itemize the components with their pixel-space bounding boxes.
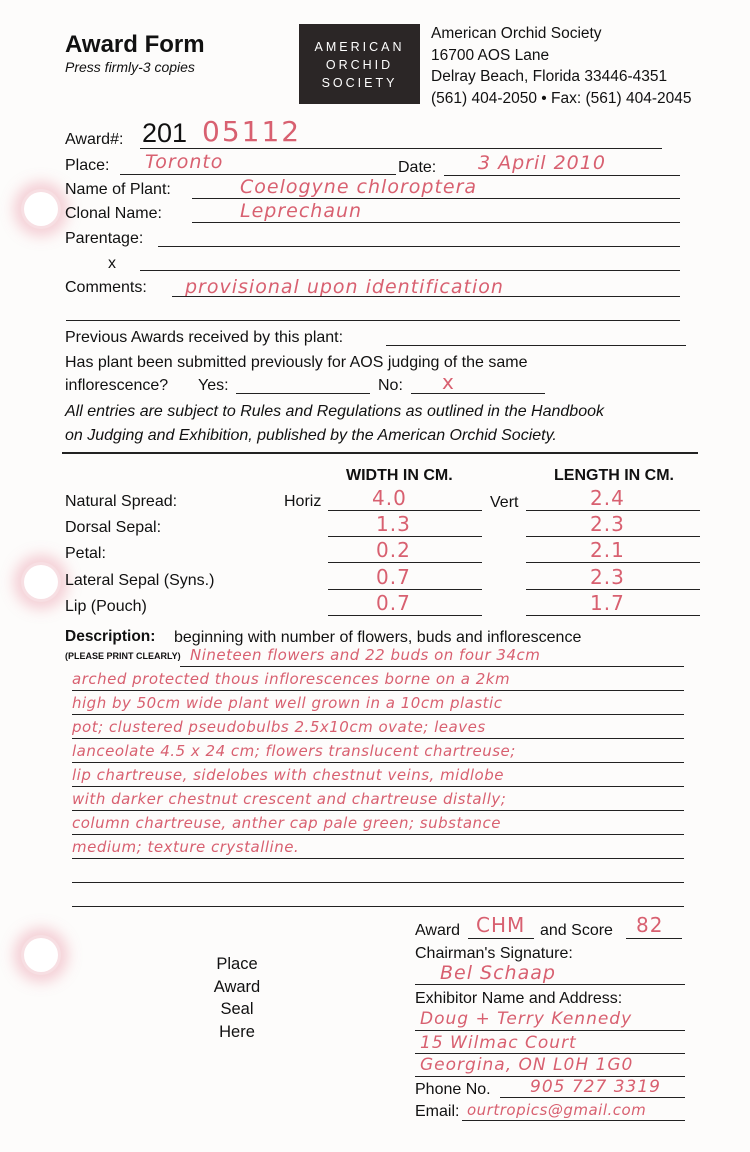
logo-line-3: SOCIETY: [321, 76, 398, 90]
description-line[interactable]: pot; clustered pseudobulbs 2.5x10cm ovate; leaves: [72, 718, 486, 736]
comments-line-2: [66, 320, 680, 321]
submitted-question-2: inflorescence?: [65, 377, 169, 394]
no-line: [411, 393, 545, 394]
measure-length-value[interactable]: 2.3: [590, 565, 625, 589]
logo-line-1: AMERICAN: [314, 40, 405, 54]
award-number-prefix: 201: [142, 118, 188, 148]
measure-length-value[interactable]: 2.4: [590, 486, 625, 510]
measure-row-label: Lateral Sepal (Syns.): [65, 572, 215, 589]
seal-line-1: Place: [216, 955, 258, 973]
phone-label: Phone No.: [415, 1081, 491, 1098]
description-line[interactable]: with darker chestnut crescent and chartreuse distally;: [72, 790, 507, 808]
place-line: [120, 174, 396, 175]
comments-label: Comments:: [65, 279, 147, 296]
place-label: Place:: [65, 157, 110, 174]
plant-name-label: Name of Plant:: [65, 181, 171, 198]
award-label: Award: [415, 922, 461, 939]
no-label: No:: [378, 377, 403, 394]
length-line: [526, 562, 700, 563]
punch-hole-bottom: [24, 938, 58, 972]
exhibitor-line-2: [415, 1053, 685, 1054]
form-subtitle: Press firmly-3 copies: [65, 59, 195, 75]
award-value[interactable]: CHM: [476, 913, 526, 937]
length-header: LENGTH IN CM.: [554, 467, 674, 484]
description-line[interactable]: lanceolate 4.5 x 24 cm; flowers translucent chartreuse;: [72, 742, 516, 760]
clonal-name-line: [192, 222, 680, 223]
seal-line-3: Seal: [220, 1000, 254, 1018]
clonal-name-value[interactable]: Leprechaun: [240, 200, 363, 222]
measure-length-value[interactable]: 2.1: [590, 538, 625, 562]
logo-line-2: ORCHID: [325, 58, 394, 72]
parentage-line-1: [158, 246, 680, 247]
award-number-line: [140, 148, 662, 149]
description-rule: [72, 882, 684, 883]
width-line: [328, 589, 482, 590]
exhibitor-city[interactable]: Georgina, ON L0H 1G0: [420, 1055, 634, 1075]
width-line: [328, 562, 482, 563]
description-line[interactable]: Nineteen flowers and 22 buds on four 34cm: [190, 646, 541, 664]
width-line: [328, 536, 482, 537]
chairman-signature-label: Chairman's Signature:: [415, 945, 573, 962]
clonal-name-label: Clonal Name:: [65, 205, 162, 222]
description-rule: [72, 810, 684, 811]
description-rule: [72, 738, 684, 739]
plant-name-value[interactable]: Coelogyne chloroptera: [240, 176, 478, 198]
measure-width-value[interactable]: 0.2: [376, 538, 411, 562]
rules-line-1: All entries are subject to Rules and Regulations as outlined in the Handbook: [65, 403, 604, 420]
description-rule: [72, 906, 684, 907]
previous-awards-line: [386, 345, 686, 346]
org-address-2: Delray Beach, Florida 33446-4351: [431, 68, 668, 85]
award-number-label: Award#:: [65, 131, 124, 148]
length-line: [526, 615, 700, 616]
parentage-line-2: [140, 270, 680, 271]
description-line[interactable]: high by 50cm wide plant well grown in a 10cm plastic: [72, 694, 503, 712]
email-line: [462, 1120, 685, 1121]
description-label: Description:: [65, 628, 156, 645]
chairman-signature: Bel Schaap: [440, 962, 556, 984]
measure-row-label: Natural Spread:: [65, 493, 178, 510]
form-title: Award Form: [65, 31, 205, 58]
org-name: American Orchid Society: [431, 25, 602, 42]
length-line: [526, 510, 700, 511]
date-line: [444, 175, 680, 176]
no-value[interactable]: x: [442, 370, 455, 394]
phone-line: [500, 1097, 685, 1098]
description-rule: [180, 666, 684, 667]
exhibitor-line-1: [415, 1030, 685, 1031]
width-header: WIDTH IN CM.: [346, 467, 453, 484]
plant-name-line: [192, 198, 680, 199]
horiz-label: Horiz: [284, 493, 322, 510]
description-line[interactable]: lip chartreuse, sidelobes with chestnut veins, midlobe: [72, 766, 504, 784]
description-rule: [72, 762, 684, 763]
description-line[interactable]: column chartreuse, anther cap pale green; substance: [72, 814, 502, 832]
seal-area: [170, 953, 304, 1043]
yes-label: Yes:: [198, 377, 229, 394]
chairman-signature-line: [415, 984, 685, 985]
measure-row-label: Petal:: [65, 545, 106, 562]
score-label: and Score: [540, 922, 613, 939]
measure-length-value[interactable]: 1.7: [590, 591, 625, 615]
width-line: [328, 615, 482, 616]
email-label: Email:: [415, 1103, 460, 1120]
measure-row-label: Lip (Pouch): [65, 598, 147, 615]
comments-line-1: [172, 296, 680, 297]
length-line: [526, 589, 700, 590]
org-address-1: 16700 AOS Lane: [431, 46, 550, 64]
submitted-question-1: Has plant been submitted previously for AOS judging of the same: [65, 354, 528, 371]
org-phone-fax: (561) 404-2050 • Fax: (561) 404-2045: [431, 89, 692, 107]
description-intro: beginning with number of flowers, buds and inflorescence: [174, 629, 582, 646]
phone-value[interactable]: 905 727 3319: [530, 1077, 661, 1097]
measure-width-value[interactable]: 0.7: [376, 565, 411, 589]
seal-line-2: Award: [213, 977, 261, 996]
measure-width-value[interactable]: 4.0: [372, 486, 407, 510]
org-address-block: [431, 23, 691, 109]
date-value[interactable]: 3 April 2010: [478, 152, 606, 174]
measure-width-value[interactable]: 1.3: [376, 512, 411, 536]
description-line[interactable]: medium; texture crystalline.: [72, 838, 300, 856]
punch-hole-middle: [24, 565, 58, 599]
measure-length-value[interactable]: 2.3: [590, 512, 625, 536]
award-line: [468, 938, 534, 939]
width-line: [328, 510, 482, 511]
parentage-cross-label: x: [108, 255, 116, 272]
section-divider: [62, 452, 698, 454]
previous-awards-label: Previous Awards received by this plant:: [65, 329, 344, 346]
score-line: [626, 938, 682, 939]
vert-label: Vert: [490, 494, 519, 511]
description-rule: [72, 858, 684, 859]
rules-line-2: on Judging and Exhibition, published by the American Orchid Society.: [65, 427, 557, 444]
exhibitor-label: Exhibitor Name and Address:: [415, 990, 623, 1007]
parentage-label: Parentage:: [65, 230, 144, 247]
place-value[interactable]: Toronto: [145, 151, 224, 173]
description-rule: [72, 690, 684, 691]
award-number-value: 05112: [202, 115, 302, 148]
aos-logo: [299, 24, 420, 104]
exhibitor-street[interactable]: 15 Wilmac Court: [420, 1033, 577, 1053]
yes-line: [236, 393, 370, 394]
description-rule: [72, 834, 684, 835]
description-rule: [72, 714, 684, 715]
date-label: Date:: [398, 159, 437, 176]
score-value[interactable]: 82: [636, 913, 664, 937]
seal-line-4: Here: [219, 1022, 255, 1041]
measure-width-value[interactable]: 0.7: [376, 591, 411, 615]
punch-hole-top: [24, 192, 58, 226]
exhibitor-name[interactable]: Doug + Terry Kennedy: [420, 1009, 633, 1029]
print-clearly-note: (PLEASE PRINT CLEARLY): [65, 651, 181, 661]
description-rule: [72, 786, 684, 787]
measure-row-label: Dorsal Sepal:: [65, 519, 162, 536]
description-line[interactable]: arched protected thous inflorescences borne on a 2km: [72, 670, 511, 688]
length-line: [526, 536, 700, 537]
email-value[interactable]: ourtropics@gmail.com: [467, 1101, 647, 1119]
comments-value[interactable]: provisional upon identification: [185, 276, 504, 298]
